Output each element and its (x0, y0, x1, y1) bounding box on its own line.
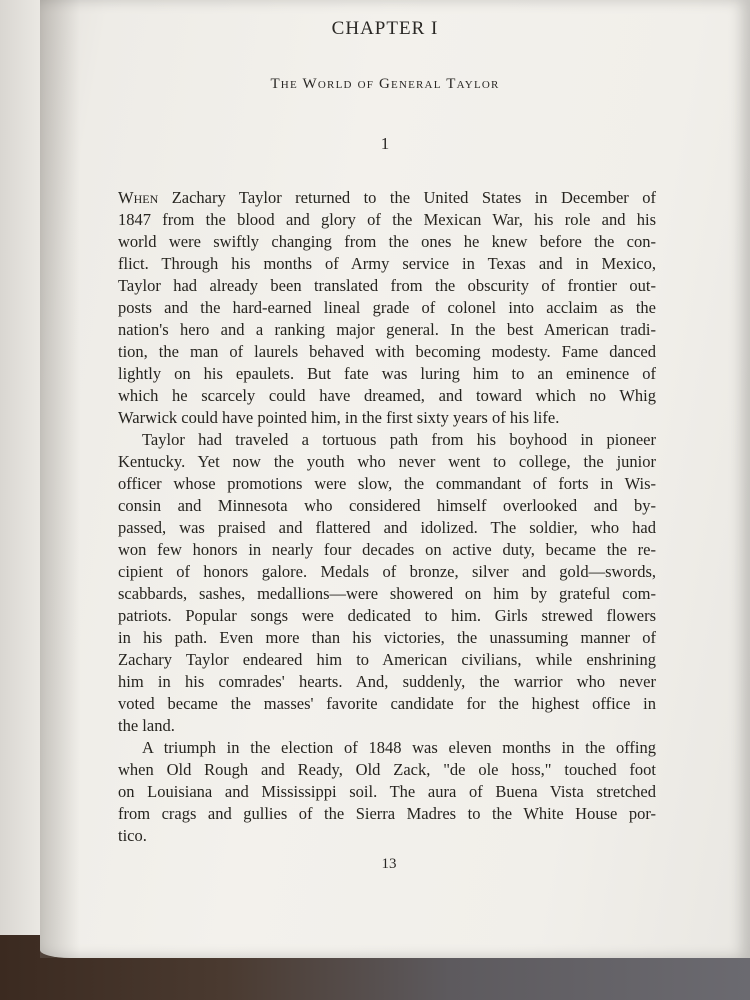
text-line: 1847 from the blood and glory of the Mexican War, his role and his (118, 210, 656, 229)
body-text (118, 187, 656, 847)
text-line: from crags and gullies of the Sierra Madres to the White House por- (118, 804, 656, 823)
text-line: Warwick could have pointed him, in the first sixty years of his life. (118, 408, 560, 427)
text-line: tion, the man of laurels behaved with becoming modesty. Fame danced (118, 342, 656, 361)
text-line: in his path. Even more than his victories, the unassuming manner of (118, 628, 656, 647)
text-line: passed, was praised and flattered and idolized. The soldier, who had (118, 518, 656, 537)
page-number: 13 (381, 856, 397, 872)
text-line: lightly on his epaulets. But fate was luring him to an eminence of (118, 364, 656, 383)
text-line: patriots. Popular songs were dedicated to him. Girls strewed flowers (118, 606, 656, 625)
text-line: A triumph in the election of 1848 was eleven months in the offing (142, 738, 656, 757)
text-line: flict. Through his months of Army service in Texas and in Mexico, (118, 254, 656, 273)
text-line: won few honors in nearly four decades on active duty, became the re- (118, 540, 656, 559)
text-line: which he scarcely could have dreamed, and toward which no Whig (118, 386, 656, 405)
text-line: when Old Rough and Ready, Old Zack, "de ole hoss," touched foot (118, 760, 656, 779)
text-line: When Zachary Taylor returned to the United States in December of (118, 188, 656, 207)
text-line: Kentucky. Yet now the youth who never went to college, the junior (118, 452, 656, 471)
text-line: nation's hero and a ranking major general. In the best American tradi- (118, 320, 656, 339)
text-line: Taylor had traveled a tortuous path from his boyhood in pioneer (142, 430, 656, 449)
text-line: cipient of honors galore. Medals of bronze, silver and gold—swords, (118, 562, 656, 581)
text-line: tico. (118, 826, 147, 845)
text-line: Zachary Taylor endeared him to American civilians, while enshrining (118, 650, 656, 669)
text-line: consin and Minnesota who considered himself overlooked and by- (118, 496, 656, 515)
text-line: Taylor had already been translated from the obscurity of frontier out- (118, 276, 656, 295)
text-line: officer whose promotions were slow, the commandant of forts in Wis- (118, 474, 656, 493)
text-line: scabbards, sashes, medallions—were showered on him by grateful com- (118, 584, 656, 603)
text-line: him in his comrades' hearts. And, suddenly, the warrior who never (118, 672, 656, 691)
chapter-heading: CHAPTER I (331, 18, 439, 39)
text-line: posts and the hard-earned lineal grade of colonel into acclaim as the (118, 298, 656, 317)
text-line: on Louisiana and Mississippi soil. The aura of Buena Vista stretched (118, 782, 656, 801)
chapter-title: The World of General Taylor (270, 76, 500, 92)
drop-word: When (118, 188, 159, 207)
text-line: the land. (118, 716, 175, 735)
text-line: voted became the masses' favorite candidate for the highest office in (118, 694, 656, 713)
text-line: world were swiftly changing from the ones he knew before the con- (118, 232, 656, 251)
section-number: 1 (380, 134, 390, 153)
